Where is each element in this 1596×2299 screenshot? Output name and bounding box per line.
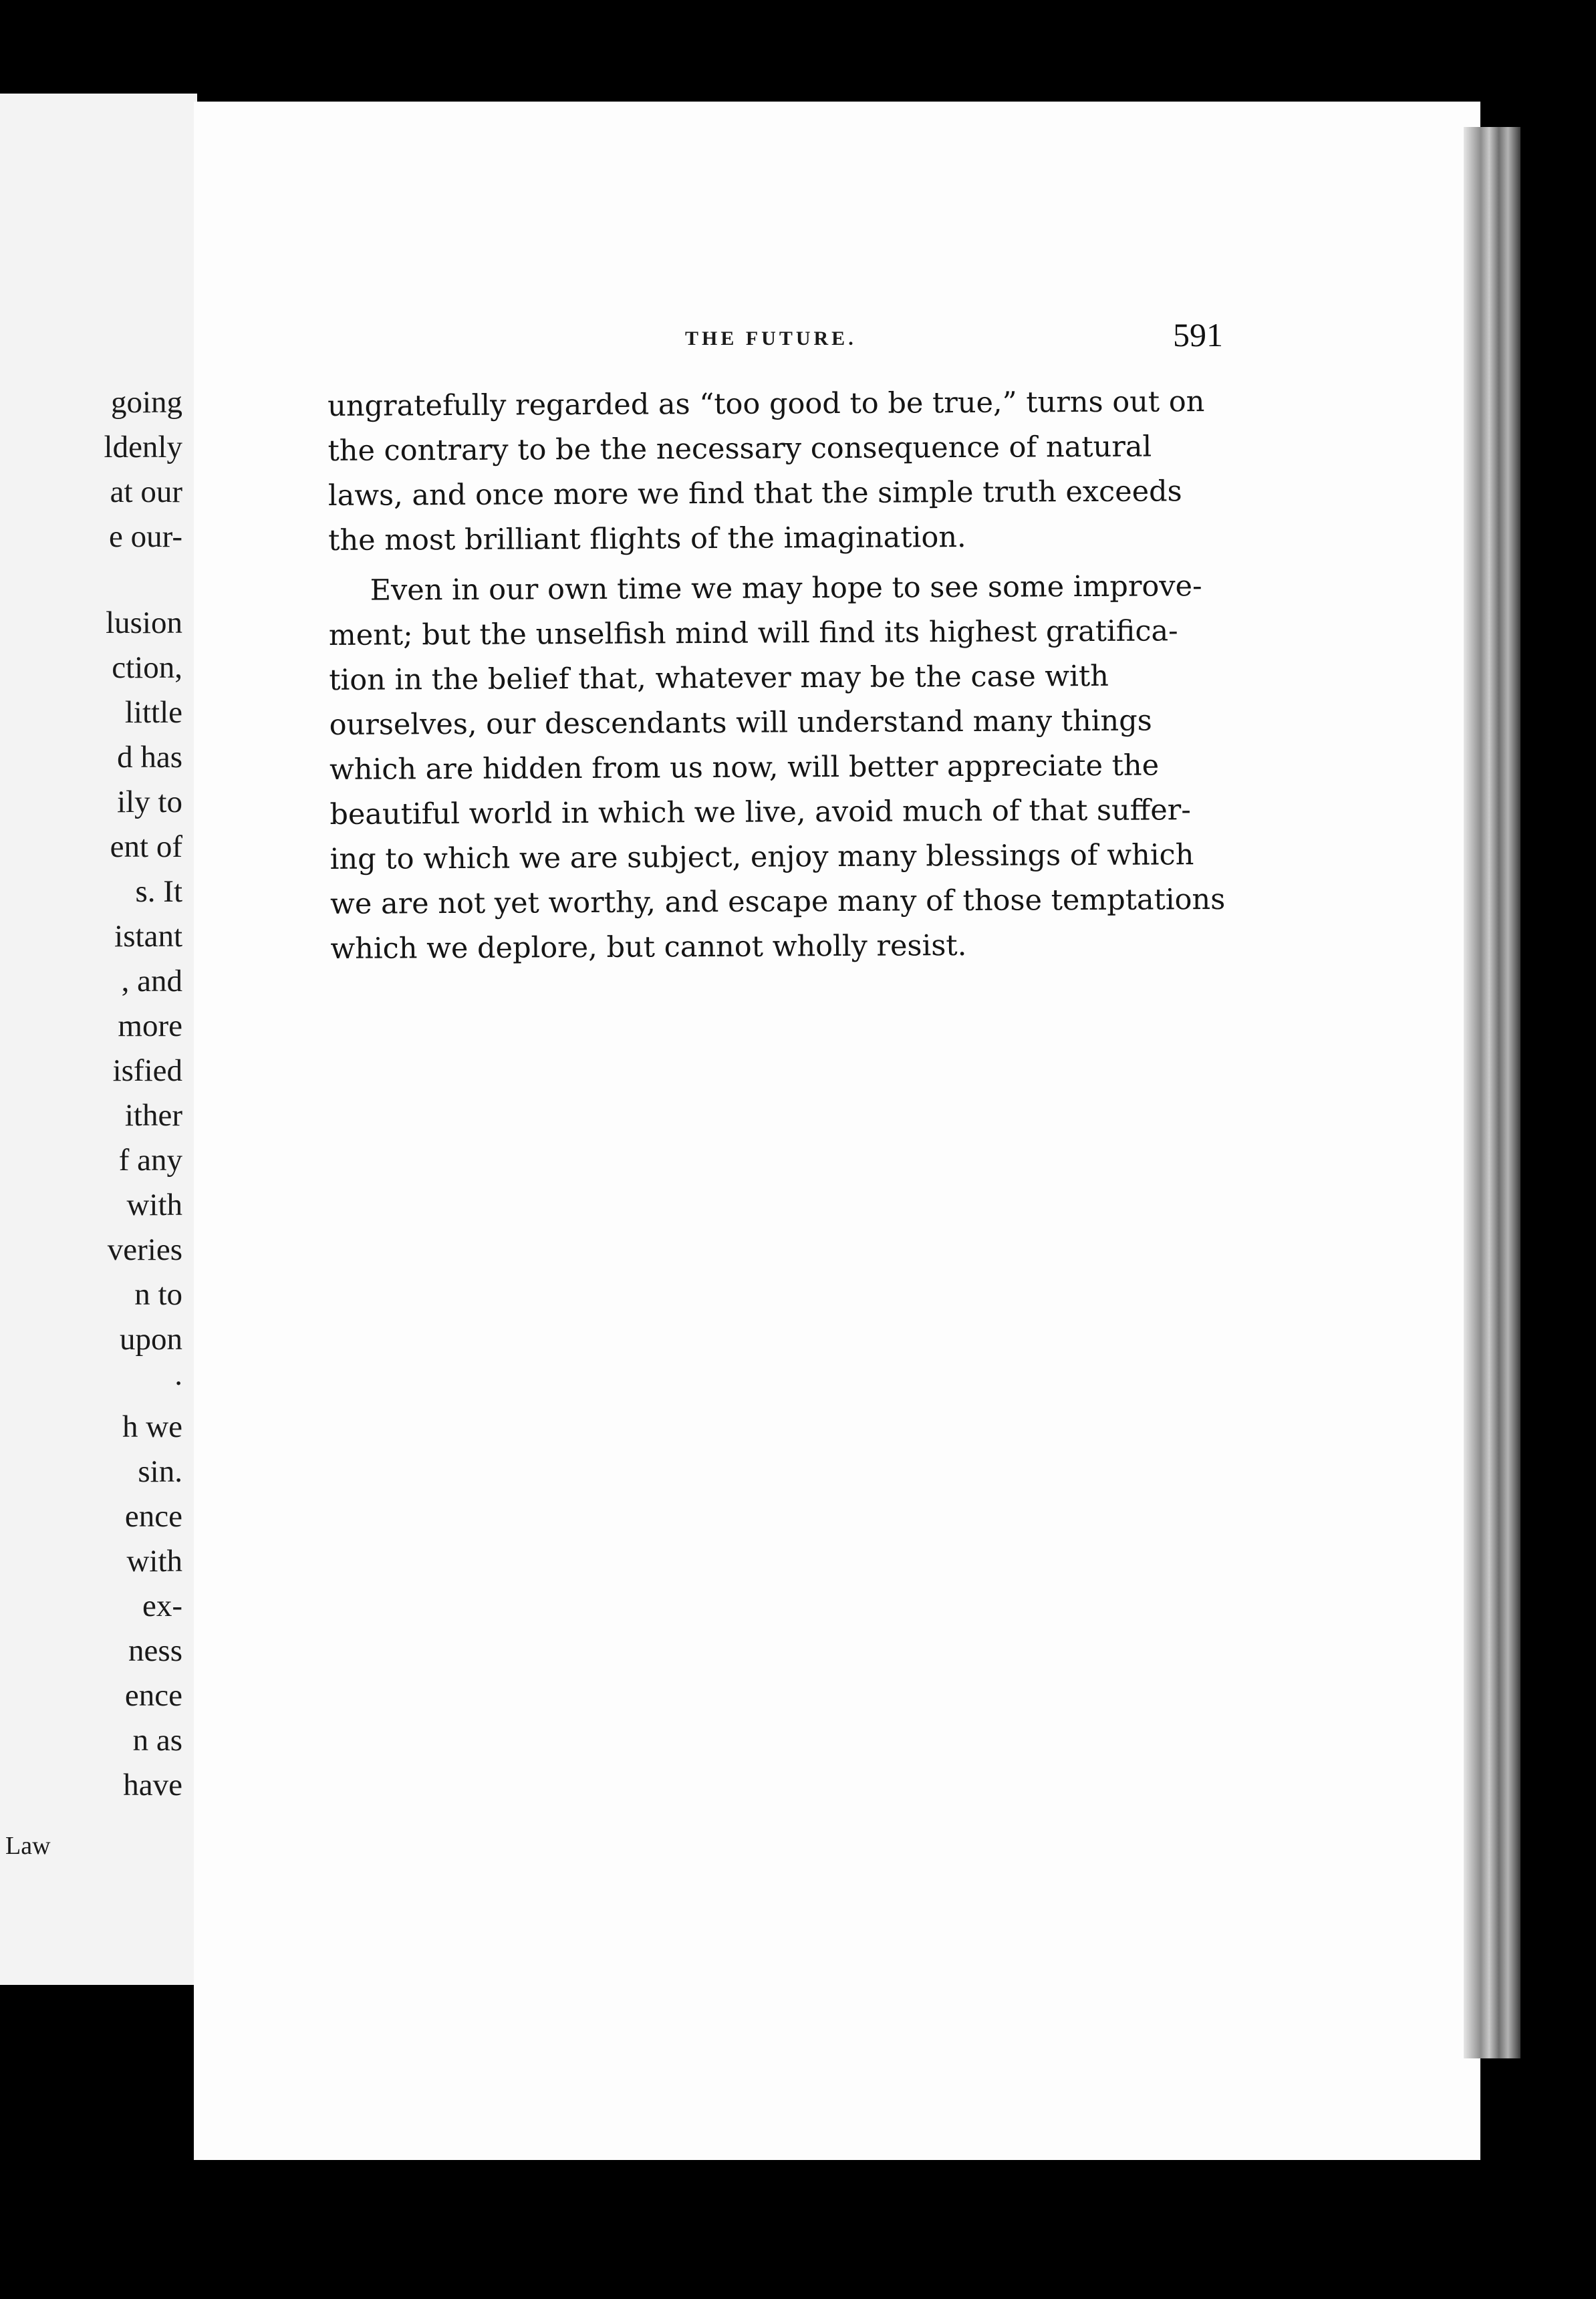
left-page-line: ldenly [104,430,182,464]
text-line: beautiful world in which we live, avoid much of that suffer- [329,793,1191,831]
left-page-line: ily to [117,785,182,819]
text-line: Even in our own time we may hope to see some improve- [370,569,1202,607]
left-page-line: . [174,1357,182,1392]
left-page-line: have [123,1768,182,1802]
text-line: ourselves, our descendants will understand many things [329,704,1152,742]
left-page-line: isfied [112,1053,182,1088]
left-page-edge [0,94,197,1985]
left-page-line: ence [124,1499,182,1534]
left-page-line: e our- [109,519,182,554]
text-line: the contrary to be the necessary consequence of natural [327,430,1152,468]
text-line: ing to which we are subject, enjoy many blessings of which [329,838,1194,876]
left-page-line: d has [117,740,182,775]
left-page-line: f any [118,1143,182,1178]
left-page-line: ence [124,1678,182,1713]
left-page-line: more [118,1008,182,1043]
running-head: THE FUTURE. [685,327,857,350]
left-page-line: with [126,1544,182,1579]
text-line: which are hidden from us now, will better appreciate the [329,749,1160,787]
page-fore-edge [1464,127,1520,2058]
text-line: we are not yet worthy, and escape many of those temptations [329,882,1226,921]
left-page-line: veries [107,1232,182,1267]
left-page-line: , and [121,964,182,998]
left-page-line: going [110,385,182,420]
left-page-line: with [126,1188,182,1222]
left-page-line: h we [122,1409,182,1444]
left-page-line: s. It [135,874,182,909]
text-line: tion in the belief that, whatever may be the case with [329,659,1109,697]
left-page-line: upon [120,1322,182,1357]
left-page-line: ction, [112,650,182,685]
text-line: ment; but the unselfish mind will find its highest gratifica- [328,614,1178,652]
left-page-line: istant [114,919,182,954]
body-text [327,380,1226,972]
page-number: 591 [1173,316,1223,354]
left-page-line: n as [132,1723,182,1758]
left-page-line: ent of [110,829,182,864]
left-page-line: little [124,695,182,730]
page-header [321,316,1230,369]
left-page-line: sin. [138,1454,182,1489]
text-line: laws, and once more we find that the simple truth exceeds [327,475,1182,513]
text-line: ungratefully regarded as “too good to be true,” turns out on [327,385,1205,423]
left-page-line: lusion [106,605,182,640]
text-line: the most brilliant flights of the imagination. [328,520,966,557]
left-page-line: ness [128,1633,182,1668]
left-page-line: ither [124,1098,182,1133]
left-page-line: at our [110,475,182,509]
left-page-footnote: Law [5,1832,51,1860]
left-page-line: ex- [142,1589,182,1623]
left-page-line: n to [134,1277,182,1312]
text-line: which we deplore, but cannot wholly resist. [330,929,967,966]
